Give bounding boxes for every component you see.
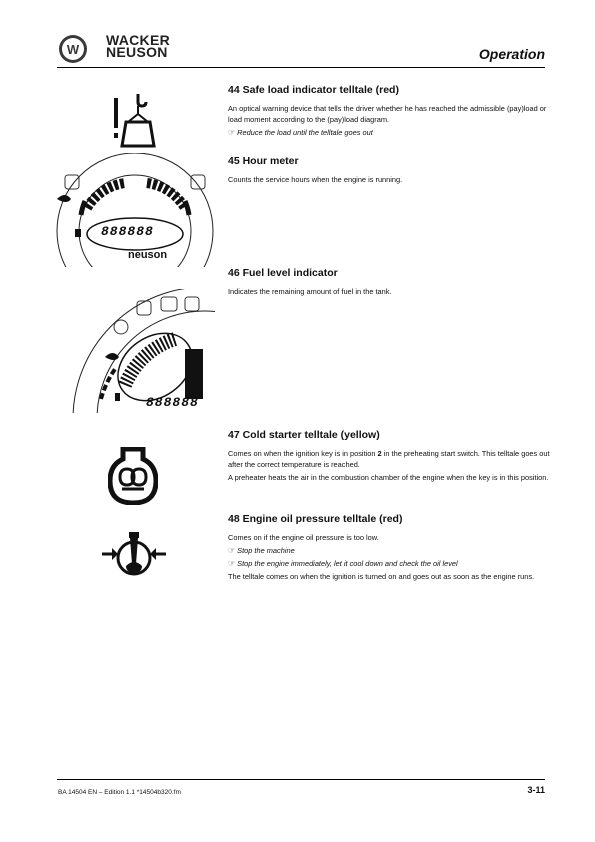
hand-pointer-icon: ☞ (228, 546, 236, 555)
footer-rule (57, 779, 545, 780)
entry-48-text-1: Comes on if the engine oil pressure is too low. (228, 533, 379, 542)
entry-48-note-1-text: Stop the machine (237, 546, 295, 555)
entry-47-title: 47 Cold starter telltale (yellow) (228, 429, 380, 441)
entry-48-note-2-text: Stop the engine immediately, let it cool down and check the oil level (237, 559, 458, 568)
entry-45-text: Counts the service hours when the engine is running. (228, 175, 403, 184)
svg-text:W: W (66, 42, 80, 57)
entry-48-note-1 (228, 545, 550, 556)
entry-48-text-2: The telltale comes on when the ignition is turned on and goes out as soon as the engine runs. (228, 572, 535, 581)
entry-44-title: 44 Safe load indicator telltale (red) (228, 84, 399, 96)
hand-pointer-icon: ☞ (228, 128, 236, 137)
brand-line1: WACKER (106, 32, 171, 48)
hand-pointer-icon: ☞ (228, 559, 236, 568)
page-number: 3-11 (527, 785, 545, 795)
wacker-neuson-logo (58, 34, 88, 64)
entry-47 (228, 429, 550, 485)
entry-47-key-position: 2 (377, 449, 382, 458)
fuel-display: 888888 (146, 395, 199, 410)
entry-44-text: An optical warning device that tells the driver whether he has reached the admissible (pay)load or load moment according to the (pay)load diagram. (228, 104, 547, 124)
entry-46-title: 46 Fuel level indicator (228, 267, 338, 279)
engine-oil-pressure-telltale-icon (100, 530, 168, 578)
entry-44-note (228, 127, 550, 138)
brand-line2: NEUSON (106, 44, 168, 60)
entry-46 (228, 267, 550, 299)
entry-44-note-text: Reduce the load until the telltale goes out (237, 128, 373, 137)
entry-44 (228, 84, 550, 140)
entry-47-text-1 (228, 448, 550, 470)
hour-meter-display: 888888 (101, 224, 154, 239)
entry-47-text-1a: Comes on when the ignition key is in position (228, 449, 378, 458)
entry-47-text-2: A preheater heats the air in the combustion chamber of the engine when the key is in this position. (228, 473, 549, 482)
dash-brand-label: neuson (128, 249, 168, 261)
section-title: Operation (478, 46, 545, 62)
footer-edition: BA 14504 EN – Edition 1.1 *14504b320.fm (58, 789, 181, 796)
entry-45-title: 45 Hour meter (228, 155, 299, 167)
entry-45 (228, 155, 550, 187)
entry-46-text: Indicates the remaining amount of fuel in the tank. (228, 287, 392, 296)
entry-48 (228, 513, 550, 584)
brand-name (106, 34, 170, 58)
safe-load-indicator-icon (112, 92, 158, 148)
entry-47-text-1b: in the preheating start switch. This telltale goes out after the correct temperature is reached. (228, 449, 550, 469)
entry-48-title: 48 Engine oil pressure telltale (red) (228, 513, 403, 525)
entry-48-note-2 (228, 558, 550, 569)
cold-starter-telltale-icon (108, 447, 158, 505)
header-rule (57, 67, 545, 68)
